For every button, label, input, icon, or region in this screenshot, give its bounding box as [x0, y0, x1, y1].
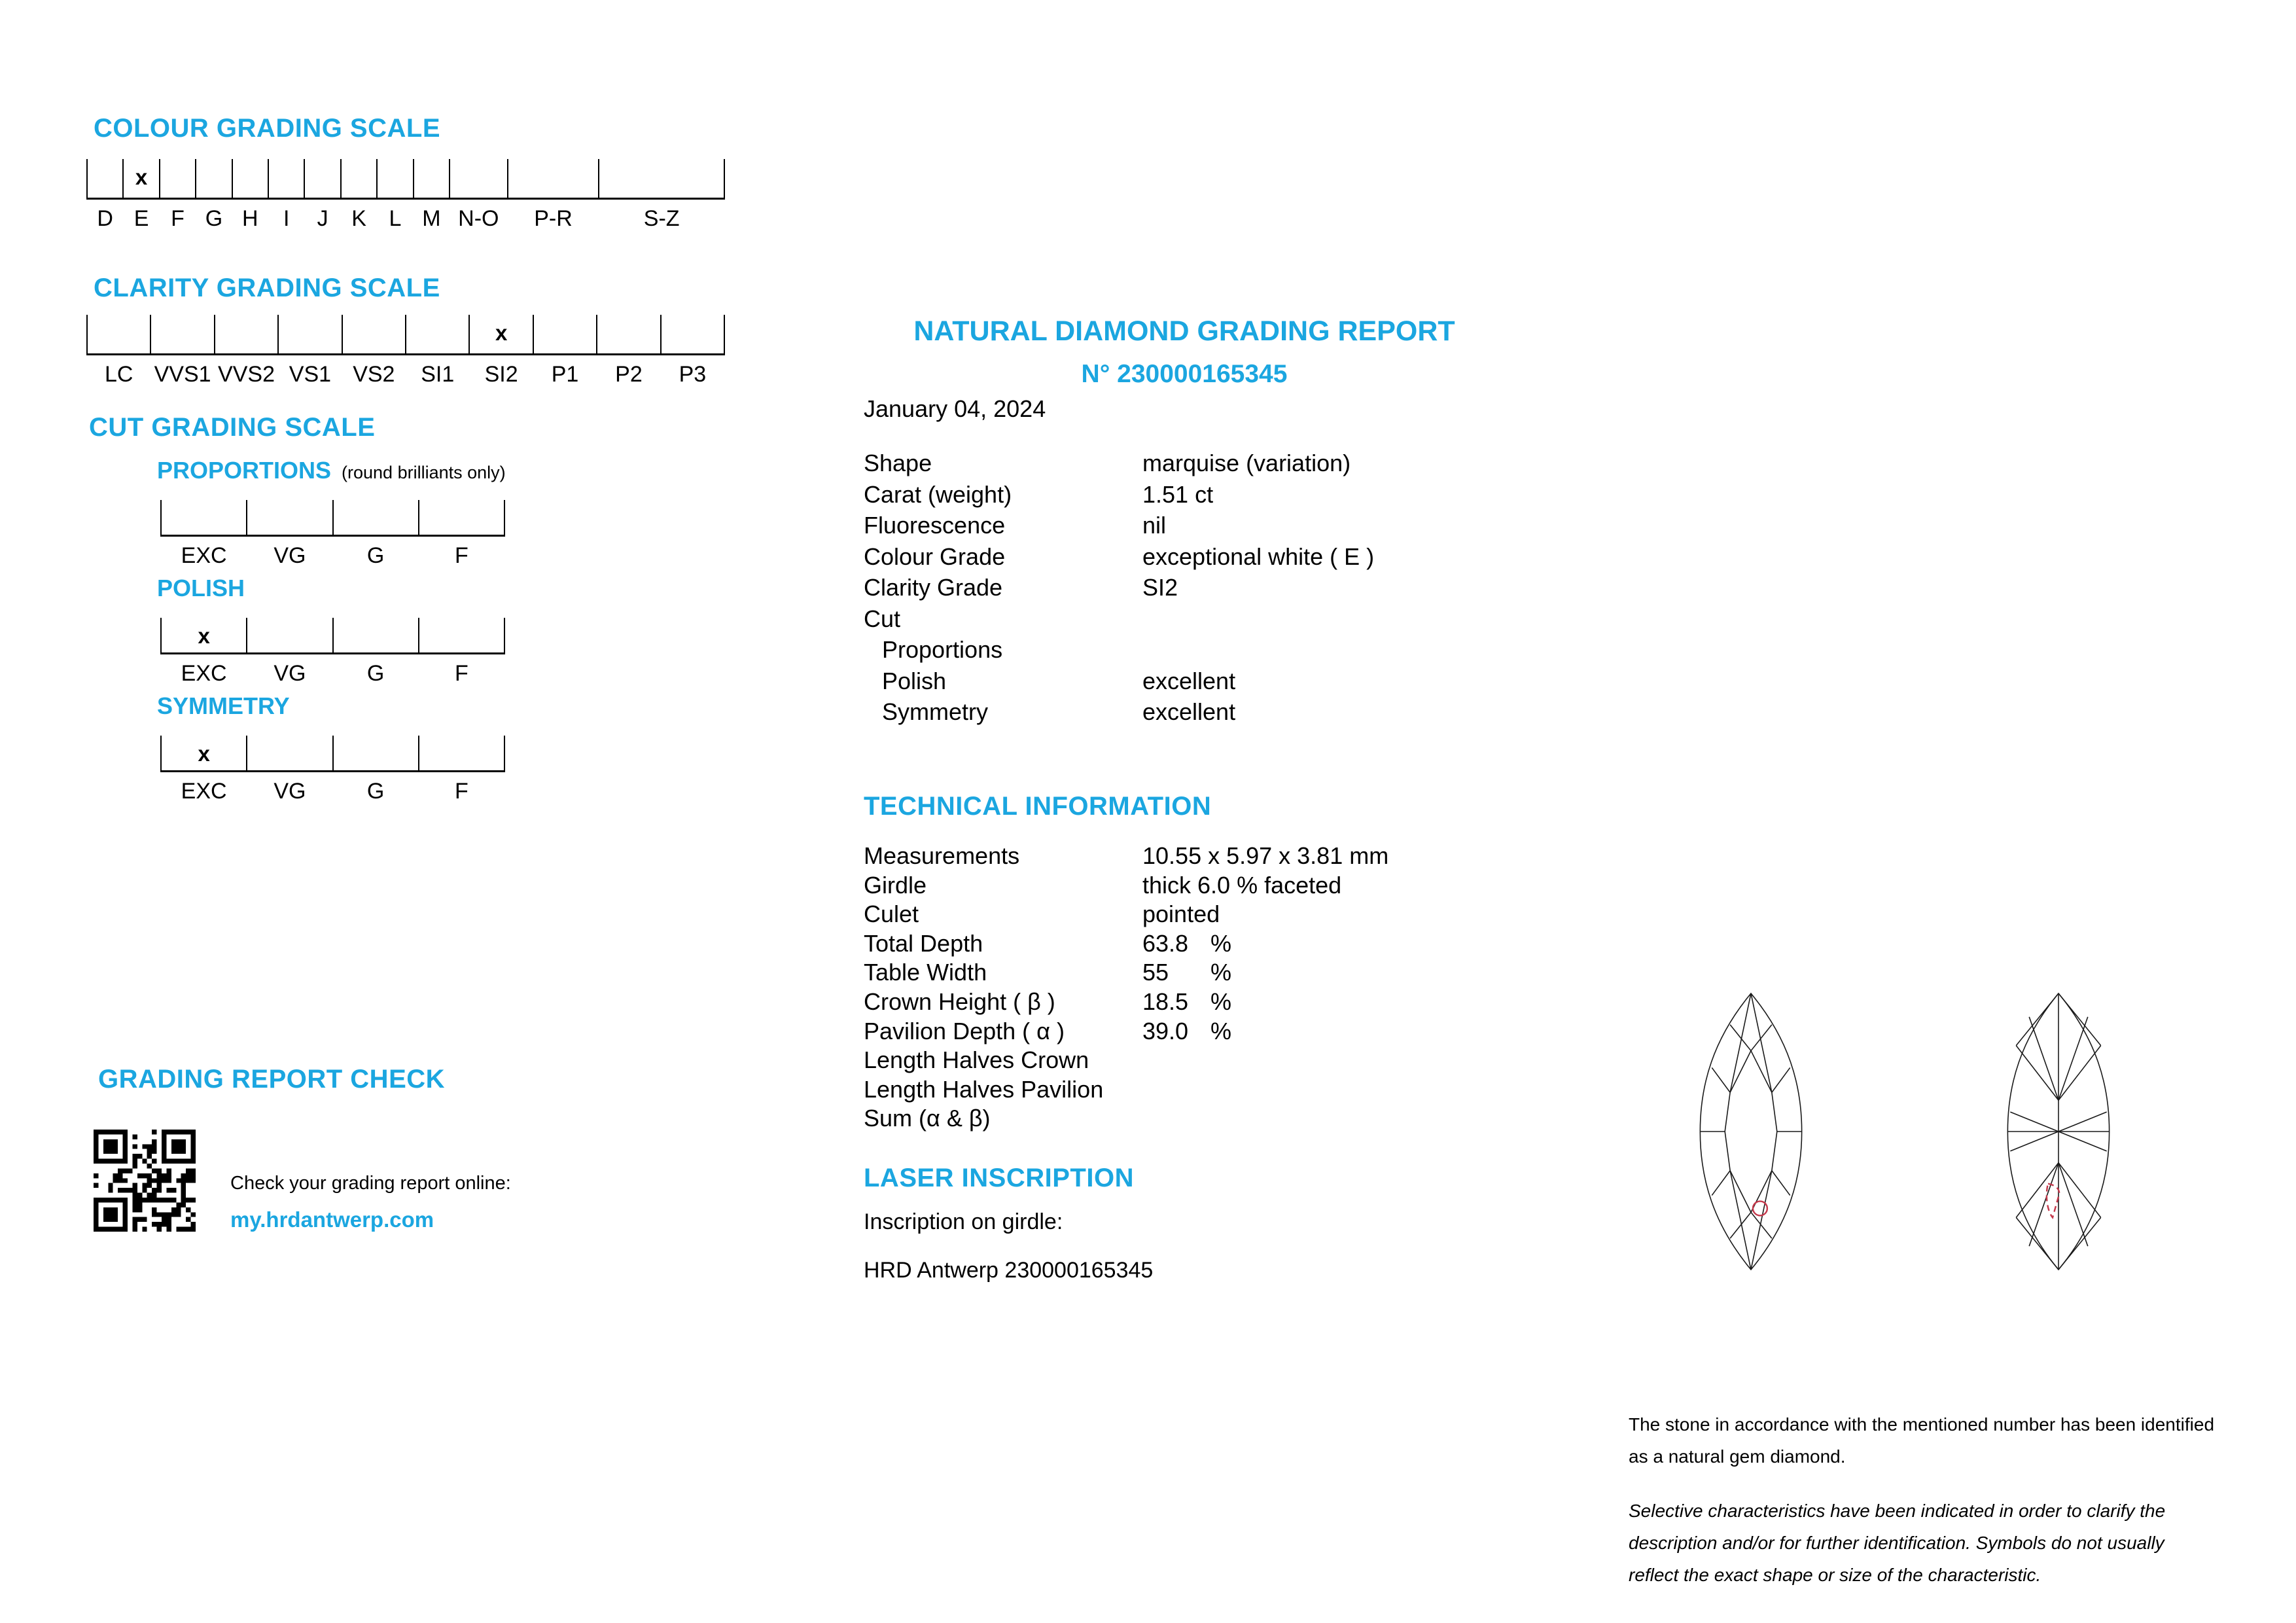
scale-cell-f: [159, 159, 195, 231]
scale-cell-label: VS2: [353, 362, 395, 387]
proportions-heading: [157, 457, 506, 484]
scale-cell-lc: [86, 315, 150, 387]
report-row-value: excellent: [1142, 667, 1236, 694]
technical-row-value: [1142, 1047, 1210, 1077]
technical-rows: [864, 843, 1557, 1135]
report-row-label: Fluorescence: [864, 512, 1006, 539]
scale-cell-label: P3: [679, 362, 707, 387]
grade-mark: x: [198, 624, 210, 648]
scale-cell-f: [418, 618, 505, 686]
scale-cell-label: VG: [274, 779, 306, 804]
grade-mark: x: [135, 165, 148, 189]
technical-row-value: [1142, 1077, 1210, 1106]
report-row: [864, 450, 1557, 482]
scale-cell-label: VVS2: [218, 362, 275, 387]
technical-row-label: Culet: [864, 901, 919, 928]
scale-cell-k: [340, 159, 376, 231]
grade-mark: x: [198, 741, 210, 766]
proportions-grading-scale: [160, 500, 505, 568]
technical-row-label: Length Halves Crown: [864, 1046, 1089, 1074]
laser-inscription-title: LASER INSCRIPTION: [864, 1164, 1134, 1192]
scale-cell-label: F: [454, 661, 468, 686]
symmetry-label: SYMMETRY: [157, 692, 290, 719]
scale-cell-label: N-O: [458, 206, 499, 231]
scale-cell-label: SI1: [421, 362, 455, 387]
scale-cell-label: VG: [274, 661, 306, 686]
scale-cell-p-r: [507, 159, 599, 231]
scale-cell-label: H: [242, 206, 258, 231]
scale-cell-label: G: [205, 206, 223, 231]
cut-scale-title: CUT GRADING SCALE: [89, 413, 376, 442]
scale-cell-label: P2: [615, 362, 643, 387]
crown-view-diagram: [1670, 988, 1832, 1275]
technical-row-value: thick 6.0 % faceted: [1142, 871, 1342, 899]
laser-inscription-value: HRD Antwerp 230000165345: [864, 1258, 1154, 1283]
technical-row: [864, 1018, 1557, 1048]
report-check-url-link[interactable]: my.hrdantwerp.com: [230, 1207, 434, 1232]
report-row-label: Clarity Grade: [864, 574, 1003, 601]
scale-cell-label: EXC: [181, 543, 227, 568]
report-row-value: marquise (variation): [1142, 450, 1351, 476]
scale-cell-label: F: [171, 206, 185, 231]
polish-label: POLISH: [157, 575, 245, 601]
report-check-caption: Check your grading report online:: [230, 1173, 511, 1194]
report-row: [864, 699, 1557, 730]
technical-row: [864, 989, 1557, 1018]
scale-cell-label: G: [366, 543, 385, 568]
report-row-label: Cut: [864, 605, 901, 632]
report-title: NATURAL DIAMOND GRADING REPORT: [913, 315, 1455, 347]
technical-row-label: Length Halves Pavilion: [864, 1075, 1104, 1103]
scale-cell-label: P1: [551, 362, 579, 387]
proportions-label: PROPORTIONS: [157, 457, 332, 484]
technical-row-unit: %: [1210, 929, 1232, 957]
technical-row-label: Pavilion Depth ( α ): [864, 1017, 1065, 1044]
scale-cell-label: VS1: [289, 362, 332, 387]
scale-cell-label: L: [389, 206, 402, 231]
report-row-label: Colour Grade: [864, 543, 1006, 570]
polish-grading-scale: [160, 618, 505, 686]
scale-cell-g: [332, 500, 418, 568]
technical-row-label: Crown Height ( β ): [864, 988, 1055, 1015]
scale-cell-exc: [160, 618, 246, 686]
scale-cell-label: VVS1: [154, 362, 211, 387]
scale-cell-p2: [596, 315, 660, 387]
report-row-label: Polish: [882, 667, 947, 694]
polish-heading: [157, 575, 245, 602]
report-check-title: GRADING REPORT CHECK: [98, 1065, 446, 1094]
scale-cell-vs1: [277, 315, 341, 387]
technical-row: [864, 1047, 1557, 1077]
scale-cell-label: EXC: [181, 661, 227, 686]
colour-scale-title: COLOUR GRADING SCALE: [94, 114, 440, 143]
technical-row-label: Total Depth: [864, 929, 983, 957]
technical-row-value: 39.0: [1142, 1017, 1189, 1044]
technical-row-value: 55: [1142, 959, 1169, 986]
scale-cell-si1: [405, 315, 468, 387]
report-date: January 04, 2024: [864, 395, 1046, 422]
inclusion-mark-pavilion: [2047, 1184, 2059, 1218]
report-row-value: SI2: [1142, 574, 1178, 601]
technical-row: [864, 959, 1557, 989]
scale-cell-m: [413, 159, 449, 231]
report-row-value: exceptional white ( E ): [1142, 543, 1375, 570]
report-row-value: excellent: [1142, 698, 1236, 725]
scale-cell-label: P-R: [534, 206, 573, 231]
report-row: [864, 637, 1557, 668]
scale-cell-d: [86, 159, 122, 231]
scale-cell-s-z: [598, 159, 725, 231]
scale-cell-label: F: [454, 543, 468, 568]
scale-cell-f: [418, 500, 505, 568]
inclusion-mark-crown: [1753, 1202, 1767, 1216]
technical-row: [864, 1105, 1557, 1135]
technical-row-value: 63.8: [1142, 929, 1189, 957]
scale-cell-l: [376, 159, 412, 231]
scale-cell-label: G: [366, 779, 385, 804]
report-number: N° 230000165345: [1081, 360, 1288, 388]
scale-cell-vg: [246, 500, 332, 568]
scale-cell-f: [418, 736, 505, 804]
report-row-label: Carat (weight): [864, 480, 1012, 508]
scale-cell-exc: [160, 736, 246, 804]
scale-cell-p1: [533, 315, 596, 387]
scale-cell-label: M: [422, 206, 441, 231]
scale-cell-label: D: [97, 206, 113, 231]
technical-row: [864, 1077, 1557, 1106]
technical-row-unit: %: [1210, 1017, 1232, 1044]
report-row: [864, 575, 1557, 606]
scale-cell-label: EXC: [181, 779, 227, 804]
scale-cell-label: VG: [274, 543, 306, 568]
symbols-disclaimer: Selective characteristics have been indicated in order to clarify the description and/or for further identification. Symbols do not usually reflect the exact shape or size of the characteristic.: [1629, 1501, 2166, 1585]
scale-cell-vvs1: [150, 315, 213, 387]
scale-cell-g: [332, 618, 418, 686]
scale-cell-e: [122, 159, 158, 231]
technical-row: [864, 872, 1557, 902]
technical-row: [864, 843, 1557, 872]
clarity-scale-title: CLARITY GRADING SCALE: [94, 274, 440, 302]
pavilion-view-drawing: [1980, 988, 2137, 1275]
technical-row-label: Girdle: [864, 871, 927, 899]
scale-cell-i: [268, 159, 304, 231]
technical-row-value: 18.5: [1142, 988, 1189, 1015]
crown-view-drawing: [1670, 988, 1832, 1275]
scale-cell-p3: [660, 315, 725, 387]
report-row: [864, 482, 1557, 513]
scale-cell-label: LC: [104, 362, 133, 387]
scale-cell-j: [304, 159, 340, 231]
scale-cell-label: SI2: [484, 362, 518, 387]
laser-inscription-caption: Inscription on girdle:: [864, 1209, 1063, 1234]
scale-cell-label: S-Z: [643, 206, 680, 231]
technical-row-label: Table Width: [864, 959, 987, 986]
report-row-value: 1.51 ct: [1142, 480, 1214, 508]
scale-cell-label: E: [133, 206, 149, 231]
report-row: [864, 606, 1557, 637]
technical-row-value: pointed: [1142, 901, 1220, 928]
technical-row: [864, 931, 1557, 960]
scale-cell-vg: [246, 618, 332, 686]
scale-cell-g: [195, 159, 231, 231]
scale-cell-vs2: [342, 315, 405, 387]
scale-cell-si2: [468, 315, 532, 387]
scale-cell-vg: [246, 736, 332, 804]
scale-cell-n-o: [449, 159, 507, 231]
technical-row-label: Measurements: [864, 842, 1020, 869]
proportions-note: (round brilliants only): [342, 463, 506, 482]
report-row-label: Shape: [864, 450, 932, 476]
scale-cell-label: J: [317, 206, 328, 231]
scale-cell-label: F: [454, 779, 468, 804]
technical-row-value: [1142, 1105, 1210, 1135]
technical-row-value: 10.55 x 5.97 x 3.81 mm: [1142, 842, 1389, 869]
technical-row: [864, 901, 1557, 931]
scale-cell-label: K: [351, 206, 366, 231]
report-row: [864, 544, 1557, 575]
symmetry-grading-scale: [160, 736, 505, 804]
colour-grading-scale: [86, 159, 725, 231]
identification-statement: The stone in accordance with the mentioned number has been identified as a natural gem diamond.: [1629, 1414, 2215, 1467]
pavilion-view-diagram: [1980, 988, 2137, 1275]
symmetry-heading: [157, 692, 290, 720]
scale-cell-vvs2: [214, 315, 277, 387]
report-row: [864, 668, 1557, 700]
scale-cell-label: I: [283, 206, 290, 231]
report-row-label: Symmetry: [882, 698, 988, 725]
scale-cell-label: G: [366, 661, 385, 686]
grade-mark: x: [495, 321, 508, 345]
technical-row-unit: %: [1210, 959, 1232, 986]
report-row-value: nil: [1142, 512, 1167, 539]
technical-information-title: TECHNICAL INFORMATION: [864, 792, 1212, 821]
scale-cell-exc: [160, 500, 246, 568]
clarity-grading-scale: [86, 315, 725, 387]
report-row-label: Proportions: [882, 636, 1003, 663]
report-detail-rows: [864, 450, 1557, 730]
technical-row-unit: %: [1210, 988, 1232, 1015]
scale-cell-g: [332, 736, 418, 804]
qr-code: [94, 1130, 196, 1232]
scale-cell-h: [232, 159, 268, 231]
report-row: [864, 512, 1557, 544]
technical-row-label: Sum (α & β): [864, 1105, 991, 1132]
